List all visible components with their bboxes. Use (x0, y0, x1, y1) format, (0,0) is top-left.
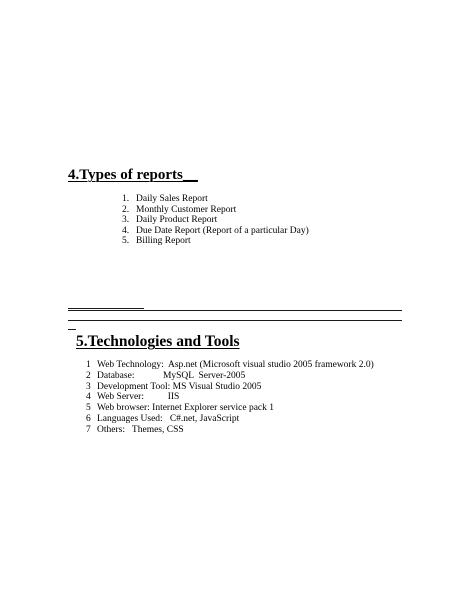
list-number: 4. (122, 225, 130, 236)
section-heading-types-of-reports (68, 166, 198, 184)
list-text: Billing Report (136, 236, 191, 246)
list-text: Monthly Customer Report (136, 204, 237, 215)
list-text: Languages Used: C#.net, JavaScript (97, 413, 240, 424)
list-number: 3 (86, 381, 91, 392)
list-number: 1. (122, 194, 130, 204)
divider-line (68, 329, 76, 330)
list-number: 5. (122, 236, 130, 246)
divider-line (68, 310, 402, 311)
list-text: Development Tool: MS Visual Studio 2005 (97, 381, 262, 392)
list-number: 3. (122, 215, 130, 225)
list-text: Web Technology: Asp.net (Microsoft visual studio 2005 framework 2.0) (97, 360, 374, 370)
list-text: Others: Themes, CSS (97, 424, 184, 435)
list-number: 2 (86, 370, 91, 381)
list-text: Web Server: IIS (97, 392, 180, 403)
list-text: Database: MySQL Server-2005 (97, 370, 246, 381)
list-text: Daily Product Report (136, 215, 218, 225)
list-number: 2. (122, 204, 130, 215)
divider-line (68, 308, 144, 309)
list-number: 7 (86, 424, 91, 435)
list-text: Daily Sales Report (136, 194, 208, 204)
heading-underscore-tail: __ (182, 167, 198, 183)
section-heading-technologies-and-tools: 5.Technologies and Tools (76, 333, 240, 350)
list-text: Web browser: Internet Explorer service pack 1 (97, 403, 275, 414)
list-number: 6 (86, 413, 91, 424)
list-text: Due Date Report (Report of a particular Day) (136, 225, 309, 236)
heading-text: 4.Types of reports (68, 167, 183, 183)
list-number: 1 (86, 360, 91, 370)
list-number: 4 (86, 392, 91, 403)
divider-line (68, 320, 402, 321)
list-number: 5 (86, 403, 91, 414)
